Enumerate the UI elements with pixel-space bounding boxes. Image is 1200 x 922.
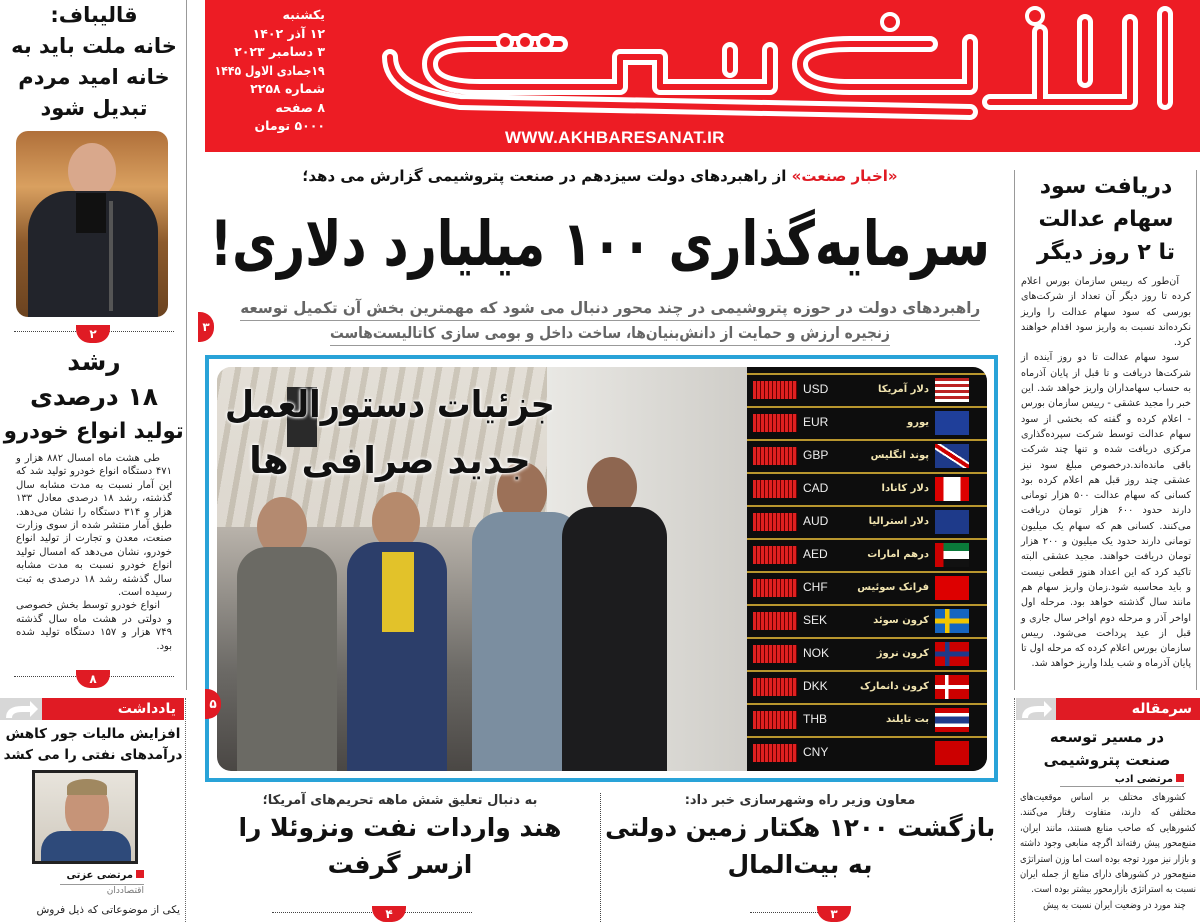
website-url[interactable]: WWW.AKHBARESANAT.IR bbox=[505, 128, 725, 147]
story-india-oil[interactable] bbox=[205, 792, 595, 883]
date-gregorian: ۳ دسامبر ۲۰۲۳ bbox=[234, 44, 325, 59]
currency-name: دلار آمریکا bbox=[878, 384, 929, 395]
board-row bbox=[747, 670, 987, 703]
board-row bbox=[747, 703, 987, 736]
board-row bbox=[747, 472, 987, 505]
flag-icon bbox=[935, 378, 969, 402]
rate-display bbox=[753, 414, 797, 432]
board-row bbox=[747, 538, 987, 571]
flag-icon bbox=[935, 609, 969, 633]
subhead-line: راهبردهای دولت در حوزه پتروشیمی در چند محور دنبال می شود که مهمترین بخش آن تکمیل توسعه bbox=[240, 299, 980, 317]
headline-line: تولید انواع خودرو bbox=[4, 419, 184, 444]
price: ۵۰۰۰ تومان bbox=[254, 118, 325, 133]
section-label-editorial: سرمقاله bbox=[1056, 698, 1200, 720]
currency-code: EUR bbox=[803, 415, 829, 429]
lead-kicker-wrap bbox=[210, 166, 990, 186]
rate-display bbox=[753, 513, 797, 531]
kicker-text: از راهبردهای دولت سیزدهم در صنعت پتروشیمی گزارش می دهد؛ bbox=[302, 167, 792, 185]
ghalibaf-photo bbox=[16, 131, 168, 317]
right-story-body bbox=[1021, 274, 1191, 672]
headline-line: بازگشت ۱۲۰۰ هکتار زمین دولتی bbox=[605, 813, 995, 842]
story-land-return[interactable] bbox=[605, 792, 995, 883]
page-badge[interactable]: ۳ bbox=[198, 312, 214, 342]
board-row bbox=[747, 637, 987, 670]
car-story-body bbox=[16, 452, 172, 653]
lead-subhead bbox=[240, 296, 980, 346]
flag-icon bbox=[935, 411, 969, 435]
currency-name: پوند انگلیس bbox=[870, 450, 929, 461]
headline-line: جزئیات دستورالعمل bbox=[225, 383, 555, 426]
currency-code: DKK bbox=[803, 679, 828, 693]
photo-headline[interactable] bbox=[225, 377, 555, 489]
currency-code: AUD bbox=[803, 514, 829, 528]
flag-icon bbox=[935, 510, 969, 534]
board-row bbox=[747, 439, 987, 472]
headline-line: درآمدهای نفتی را می کشد bbox=[3, 747, 183, 763]
headline-line: افزایش مالیات جور کاهش bbox=[5, 726, 181, 742]
currency-code: GBP bbox=[803, 448, 829, 462]
author-role: اقتصاددان bbox=[60, 884, 144, 897]
author-name: مرتضی ادب bbox=[1114, 774, 1173, 785]
rate-display bbox=[753, 381, 797, 399]
headline-line: جدید صرافی ها bbox=[249, 439, 531, 482]
editorial-headline[interactable] bbox=[1016, 726, 1198, 772]
column-divider bbox=[1196, 170, 1197, 690]
paragraph: سود سهام عدالت تا دو روز آینده از شرکت‌ها دریافت و تا قبل از پایان آذرماه به حساب سهامداران واریز خواهد شد. این خبر را مجید عشقی - رییس سازمان بورس - اعلام کرده و گفته که بخشی از سود سهام عدالت توسط شرکت سپرده‌گذاری مرکزی دریافت شده و تنها چند شرکت باقی مانده‌اند.درخصوص مبلغ سود نیز عشقی چند روز قبل هم اعلام کرده بود کسانی که سهام عدالت ۵۰۰ هزار تومانی دارند حدود ۶۰۰ هزار تومان دریافت می‌کنند. کسانی هم که سهام یک میلیون تومانی دارند حدود یک میلیون و ۲۰۰ هزار تومان دریافت خواهند. مجید عشقی البته تاکید کرد که این اعداد هنوز قطعی نیست و باید محاسبه شود.زمان واریز سهام هم مانند سال گذشته خواهد بود. مرحله اول اواخر آذر و مرحله دوم اواخر سال جاری و قبل از عید پرداخت می‌شود. رییس سازمان بورس اعلام کرده که مرحله اول تا پایان آذرماه و شب یلدا واریز خواهد شد. bbox=[1021, 352, 1192, 670]
currency-code: CNY bbox=[803, 745, 829, 759]
weekday: یکشنبه bbox=[282, 7, 325, 22]
rate-display bbox=[753, 447, 797, 465]
headline-line: خانه امید مردم bbox=[18, 65, 170, 89]
flag-icon bbox=[935, 543, 969, 567]
paragraph: طی هشت ماه امسال ۸۸۲ هزار و ۴۷۱ دستگاه انواع خودرو تولید شد که این آمار نسبت به مدت مشابه سال گذشته، رشد ۱۸ درصدی معادل ۱۳۳ هزار و ۳۱۴ دستگاه را نشان می‌دهد. طبق آمار منتشر شده از سوی وزارت صنعت، معدن و تجارت از تولید انواع خودرو، نشان می‌دهد که امسال تولید انواع خودرو نسبت به مدت مشابه سال گذشته رشد ۱۸ درصدی به ثبت رسیده است. bbox=[16, 453, 173, 599]
currency-name: بت تایلند bbox=[885, 714, 929, 725]
date-solar: ۱۲ آذر ۱۴۰۲ bbox=[252, 25, 325, 41]
note-headline[interactable] bbox=[2, 724, 184, 766]
right-story-headline[interactable] bbox=[1016, 170, 1196, 269]
currency-name: کرون دانمارک bbox=[859, 681, 929, 692]
rate-display bbox=[753, 645, 797, 663]
editorial-author bbox=[1060, 773, 1184, 787]
currency-code: CAD bbox=[803, 481, 829, 495]
board-row bbox=[747, 406, 987, 439]
column-divider bbox=[1014, 698, 1015, 922]
note-author bbox=[60, 869, 144, 882]
rate-display bbox=[753, 579, 797, 597]
author-name: مرتضی عزتی bbox=[66, 870, 133, 881]
flag-icon bbox=[935, 642, 969, 666]
exchange-photo bbox=[217, 367, 987, 771]
flag-icon bbox=[935, 444, 969, 468]
car-story-headline[interactable] bbox=[4, 344, 184, 449]
date-lunar: ۱۹جمادی الاول ۱۴۴۵ bbox=[215, 62, 325, 78]
headline-line: رشد bbox=[67, 347, 121, 376]
flag-icon bbox=[935, 576, 969, 600]
lead-headline[interactable]: سرمایه‌گذاری ۱۰۰ میلیارد دلاری! bbox=[210, 207, 990, 280]
currency-code: THB bbox=[803, 712, 827, 726]
page-badge[interactable]: ۸ bbox=[76, 670, 110, 688]
issue-info bbox=[215, 6, 325, 136]
currency-name: فرانک سوئیس bbox=[857, 582, 929, 593]
board-row bbox=[747, 505, 987, 538]
arrow-icon bbox=[0, 698, 42, 720]
currency-name: یورو bbox=[907, 417, 929, 428]
rate-display bbox=[753, 744, 797, 762]
currency-name: کرون نروژ bbox=[876, 648, 929, 659]
rate-display bbox=[753, 546, 797, 564]
photo-story-frame[interactable] bbox=[205, 355, 998, 782]
rate-display bbox=[753, 678, 797, 696]
rate-display bbox=[753, 711, 797, 729]
editorial-body bbox=[1020, 790, 1196, 913]
left-top-headline[interactable] bbox=[4, 0, 184, 124]
kicker-source: «اخبار صنعت» bbox=[791, 167, 898, 185]
headline-line: دریافت سود bbox=[1039, 174, 1173, 199]
currency-name: دلار کانادا bbox=[881, 483, 929, 494]
board-row bbox=[747, 571, 987, 604]
flag-icon bbox=[935, 477, 969, 501]
arrow-icon bbox=[1016, 698, 1056, 720]
column-divider bbox=[600, 793, 601, 922]
paragraph: چند مورد در وضعیت ایران نسبت به پیش bbox=[1043, 899, 1186, 911]
column-divider bbox=[1014, 170, 1015, 690]
headline-line: در مسیر توسعه bbox=[1049, 728, 1165, 746]
currency-name: دلار استرالیا bbox=[868, 516, 929, 527]
rate-display bbox=[753, 612, 797, 630]
headline-line: خانه ملت باید به bbox=[11, 34, 177, 58]
board-row bbox=[747, 373, 987, 406]
subhead-line: زنجیره ارزش و حمایت از دانش‌بنیان‌ها، ساخت داخل و بومی سازی کاتالیست‌هاست bbox=[330, 324, 890, 342]
headline-line: هند واردات نفت ونزوئلا را bbox=[238, 813, 562, 842]
page-badge[interactable]: ۴ bbox=[372, 906, 406, 922]
headline-line: صنعت پتروشیمی bbox=[1043, 751, 1171, 769]
board-row bbox=[747, 736, 987, 769]
column-divider bbox=[185, 698, 186, 922]
lead-headline-wrap bbox=[210, 196, 990, 292]
currency-name: درهم امارات bbox=[867, 549, 929, 560]
headline-line: تبدیل شود bbox=[40, 96, 148, 120]
lead-kicker bbox=[210, 166, 990, 186]
page-count: ۸ صفحه bbox=[275, 99, 325, 115]
currency-code: AED bbox=[803, 547, 828, 561]
note-body: یکی از موضوعاتی که ذیل فروش bbox=[36, 904, 180, 916]
currency-name: کرون سوئد bbox=[873, 615, 929, 626]
paragraph: کشورهای مختلف بر اساس موقعیت‌های مختلفی که دارند، متفاوت رفتار می‌کنند. کشورهایی که صاحب منابع هستند، مانند ایران، منبع‌محور پیش رفته‌اند اگرچه منابعی وجود داشته و بازار نیز مورد توجه بوده است اما وزن استراتژی منبع‌محور در کشورهای دارای منابع از جمله ایران نسبت به استراتژی بازارمحور بیشتر بوده است. bbox=[1020, 792, 1196, 896]
headline-line: ازسر گرفت bbox=[327, 850, 473, 879]
section-label-note: یادداشت bbox=[42, 698, 184, 720]
masthead bbox=[205, 0, 1200, 152]
kicker: معاون وزیر راه وشهرسازی خبر داد: bbox=[684, 793, 916, 808]
flag-icon bbox=[935, 741, 969, 765]
column-divider bbox=[186, 0, 187, 690]
page-badge[interactable]: ۳ bbox=[817, 906, 851, 922]
currency-code: USD bbox=[803, 382, 829, 396]
newspaper-logo[interactable] bbox=[330, 2, 1195, 122]
author-photo bbox=[32, 770, 138, 864]
currency-code: SEK bbox=[803, 613, 828, 627]
headline-line: ۱۸ درصدی bbox=[30, 382, 158, 411]
board-row bbox=[747, 604, 987, 637]
headline-line: به بیت‌المال bbox=[727, 850, 873, 879]
page-badge[interactable]: ۲ bbox=[76, 325, 110, 343]
kicker: به دنبال تعلیق شش ماهه تحریم‌های آمریکا؛ bbox=[262, 793, 538, 808]
headline-line: قالیباف: bbox=[50, 3, 138, 27]
exchange-rate-board bbox=[747, 367, 987, 771]
paragraph: آن‌طور که رییس سازمان بورس اعلام کرده تا روز دیگر آن تعداد از شرکت‌های بورسی که سود سهام عدالت را واریز نکرده‌اند نسبت به واریز سود اقدام خواهند کرد. bbox=[1021, 276, 1191, 349]
page-badge[interactable]: ۵ bbox=[205, 689, 221, 719]
headline-line: سهام عدالت bbox=[1038, 207, 1174, 232]
currency-code: CHF bbox=[803, 580, 828, 594]
headline-line: تا ۲ روز دیگر bbox=[1037, 240, 1175, 265]
paragraph: انواع خودرو توسط بخش خصوصی و دولتی در هشت ماه سال گذشته ۷۴۹ هزار و ۱۵۷ دستگاه تولید شده بود. bbox=[16, 600, 172, 652]
flag-icon bbox=[935, 675, 969, 699]
issue-number: شماره ۲۲۵۸ bbox=[250, 81, 325, 96]
currency-code: NOK bbox=[803, 646, 830, 660]
flag-icon bbox=[935, 708, 969, 732]
rate-display bbox=[753, 480, 797, 498]
